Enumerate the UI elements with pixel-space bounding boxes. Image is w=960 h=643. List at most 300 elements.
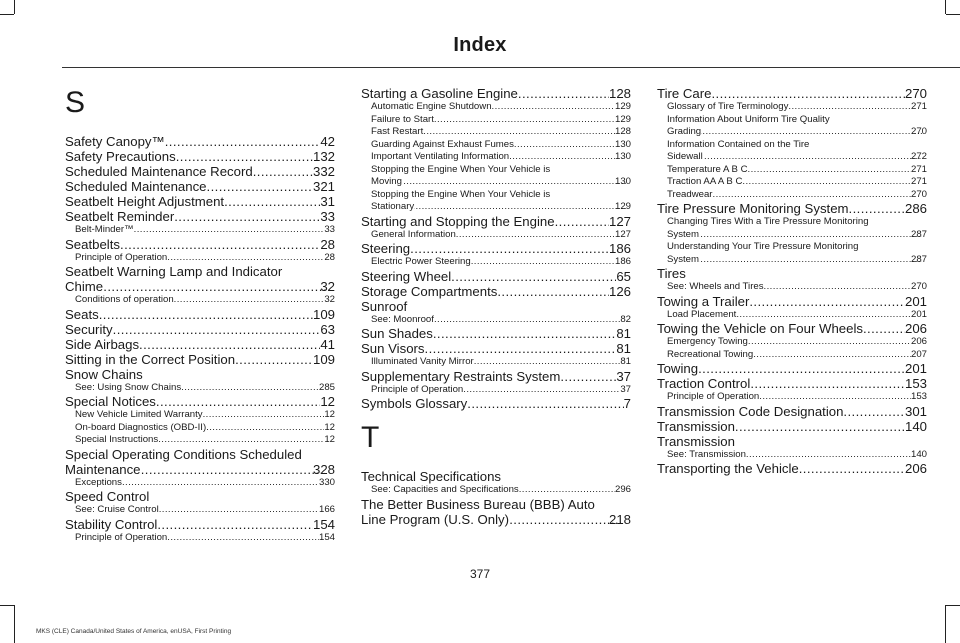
entry-text: Towing xyxy=(657,361,699,376)
dot-leader xyxy=(402,176,626,189)
index-column-2 xyxy=(361,86,631,527)
dot-leader xyxy=(560,369,616,384)
page-ref: 270 xyxy=(910,188,927,200)
dot-leader xyxy=(699,254,922,267)
index-line xyxy=(75,252,335,265)
entry-text: Glossary of Tire Terminology xyxy=(667,101,789,112)
entry-text: System xyxy=(667,253,699,265)
page-ref: 270 xyxy=(904,86,927,101)
entry-text: Guarding Against Exhaust Fumes xyxy=(371,138,514,150)
title-rule xyxy=(62,67,960,68)
index-line xyxy=(371,314,631,327)
page-ref: 63 xyxy=(320,321,335,337)
entry-text: Stationary xyxy=(371,201,415,212)
dot-leader xyxy=(451,269,616,284)
index-subentry xyxy=(657,449,927,462)
page-ref: 32 xyxy=(320,279,335,294)
index-heading: Transmission xyxy=(657,433,735,449)
index-column-1 xyxy=(65,86,335,544)
dot-leader xyxy=(433,326,616,341)
index-entry xyxy=(65,237,335,252)
entry-text: Treadwear xyxy=(667,188,713,200)
entry-text: Failure to Start xyxy=(371,113,434,125)
dot-leader xyxy=(174,209,320,224)
page-ref: 127 xyxy=(608,213,631,229)
entry-text: Chime xyxy=(65,279,104,294)
dot-leader xyxy=(703,151,922,164)
dot-leader xyxy=(165,134,321,149)
entry-text: Exceptions xyxy=(75,476,122,488)
dot-leader xyxy=(176,149,313,164)
index-line xyxy=(361,341,631,356)
entry-text: Starting and Stopping the Engine xyxy=(361,213,555,229)
crop-mark-bottom-right xyxy=(945,605,946,643)
index-line xyxy=(75,409,335,422)
dot-leader xyxy=(509,151,615,164)
index-entry xyxy=(65,264,335,294)
page-ref: 206 xyxy=(904,461,927,476)
index-entry xyxy=(65,134,335,149)
index-entry xyxy=(65,179,335,194)
print-footer: MKS (CLE) Canada/United States of America, enUSA, First Printing xyxy=(36,628,232,635)
dot-leader xyxy=(423,126,615,139)
crop-mark-top-left xyxy=(14,0,15,14)
index-subentry xyxy=(65,382,335,395)
entry-text: Safety Precautions xyxy=(65,149,176,164)
index-subentry xyxy=(657,164,927,177)
dot-leader xyxy=(181,382,319,395)
entry-text: Supplementary Restraints System xyxy=(361,368,561,384)
index-entry xyxy=(65,352,335,367)
dot-leader xyxy=(103,279,332,294)
index-line xyxy=(75,294,335,307)
dot-leader xyxy=(113,322,321,337)
index-line xyxy=(65,279,335,294)
page-ref: 271 xyxy=(910,176,927,187)
dot-leader xyxy=(235,352,313,367)
index-line xyxy=(667,449,927,462)
index-entry xyxy=(65,322,335,337)
entry-text: Special Notices xyxy=(65,394,156,409)
dot-leader xyxy=(749,294,905,309)
crop-mark-top-left-h xyxy=(0,14,14,15)
entry-text: Sun Shades xyxy=(361,326,433,341)
index-subentry xyxy=(657,139,927,164)
page-ref: 201 xyxy=(910,308,927,320)
index-line xyxy=(361,241,631,256)
page-ref: 271 xyxy=(910,101,927,112)
dot-leader xyxy=(99,307,313,322)
entry-text: General Information xyxy=(371,228,456,240)
page-ref: 128 xyxy=(614,126,631,137)
index-entry xyxy=(657,419,927,434)
page-ref: 130 xyxy=(614,151,631,162)
index-subentry xyxy=(361,229,631,242)
dot-leader xyxy=(863,321,905,336)
crop-mark-bottom-left xyxy=(14,605,15,643)
entry-text: On-board Diagnostics (OBD-II) xyxy=(75,421,207,433)
dot-leader xyxy=(497,284,609,299)
entry-text-line1: The Better Business Bureau (BBB) Auto xyxy=(361,496,595,512)
dot-leader xyxy=(699,229,922,242)
page-ref: 128 xyxy=(608,86,631,101)
index-line xyxy=(667,253,927,267)
index-entry xyxy=(65,394,335,409)
index-column-3 xyxy=(657,86,927,476)
page-ref: 81 xyxy=(616,341,631,356)
index-subentry xyxy=(657,189,927,202)
entry-text: Maintenance xyxy=(65,461,141,477)
page-ref: 7 xyxy=(623,396,631,411)
entry-text: Storage Compartments xyxy=(361,283,498,299)
page-ref: 65 xyxy=(616,268,631,284)
dot-leader xyxy=(141,462,325,477)
entry-text: Safety Canopy™ xyxy=(65,134,165,149)
section-letter: S xyxy=(65,86,86,119)
index-entry xyxy=(361,326,631,341)
page-ref: 129 xyxy=(614,201,631,212)
index-subentry xyxy=(65,422,335,435)
dot-leader xyxy=(434,114,615,127)
index-subentry xyxy=(65,504,335,517)
index-line xyxy=(667,309,927,322)
page-ref: 82 xyxy=(620,313,631,325)
entry-text-line1: Special Operating Conditions Scheduled xyxy=(65,446,302,462)
index-entry xyxy=(657,321,927,336)
index-line xyxy=(667,151,927,164)
dot-leader xyxy=(788,101,911,114)
entry-text: Towing a Trailer xyxy=(657,293,750,309)
index-entry xyxy=(657,361,927,376)
index-line xyxy=(371,114,631,127)
index-line xyxy=(65,307,335,322)
entry-text: Seatbelt Reminder xyxy=(65,209,175,224)
index-line xyxy=(65,164,335,179)
index-line xyxy=(371,139,631,152)
page-ref: 130 xyxy=(614,138,631,150)
index-subentry xyxy=(361,126,631,139)
index-subentry xyxy=(361,256,631,269)
dot-leader xyxy=(206,422,324,435)
index-entry xyxy=(361,241,631,256)
page-ref: 201 xyxy=(904,293,927,309)
page-ref: 42 xyxy=(320,134,335,149)
index-line xyxy=(371,101,631,114)
index-subentry xyxy=(361,101,631,114)
entry-text: Automatic Engine Shutdown xyxy=(371,101,492,112)
index-line xyxy=(667,101,927,114)
page-ref: 130 xyxy=(614,176,631,187)
entry-text: Scheduled Maintenance xyxy=(65,179,207,194)
entry-text: See: Using Snow Chains xyxy=(75,381,182,393)
entry-text: Principle of Operation xyxy=(75,251,168,263)
dot-leader xyxy=(764,281,911,294)
section-letter: T xyxy=(361,421,380,454)
page-ref: 272 xyxy=(910,151,927,162)
page-ref: 81 xyxy=(616,326,631,341)
page-ref: 328 xyxy=(312,461,335,477)
page-ref: 126 xyxy=(608,283,631,299)
index-line xyxy=(75,532,335,545)
dot-leader xyxy=(456,229,615,242)
page-ref: 33 xyxy=(320,209,335,224)
index-entry xyxy=(65,337,335,352)
page-ref: 129 xyxy=(614,113,631,125)
index-subentry xyxy=(657,391,927,404)
index-subentry xyxy=(65,252,335,265)
page-ref: 28 xyxy=(324,251,335,263)
index-line xyxy=(657,376,927,391)
page-ref: 12 xyxy=(324,434,335,445)
index-entry xyxy=(361,396,631,411)
entry-text: Tire Care xyxy=(657,86,712,101)
dot-leader xyxy=(158,434,324,447)
index-line xyxy=(657,86,927,101)
page-ref: 12 xyxy=(320,394,335,409)
index-subentry xyxy=(657,176,927,189)
entry-text: Sitting in the Correct Position xyxy=(65,351,236,367)
entry-text: Emergency Towing xyxy=(667,336,748,347)
index-line xyxy=(667,228,927,242)
index-line xyxy=(65,461,335,477)
index-subentry xyxy=(657,216,927,241)
index-entry xyxy=(65,194,335,209)
index-subentry xyxy=(65,532,335,545)
entry-text: Tire Pressure Monitoring System xyxy=(657,201,849,216)
entry-text: Seatbelts xyxy=(65,236,120,252)
page-ref: 166 xyxy=(318,504,335,515)
entry-text: Belt-Minder™ xyxy=(75,224,134,235)
entry-text-line1: Seatbelt Warning Lamp and Indicator xyxy=(65,264,283,279)
index-line xyxy=(361,214,631,229)
index-line xyxy=(371,151,631,164)
index-entry xyxy=(361,369,631,384)
entry-text: Grading xyxy=(667,126,702,137)
dot-leader xyxy=(414,201,626,214)
page-ref: 140 xyxy=(910,448,927,460)
index-entry xyxy=(657,461,927,476)
index-line xyxy=(65,517,335,532)
dot-leader xyxy=(167,252,324,265)
dot-leader xyxy=(735,419,905,434)
entry-text: Traction Control xyxy=(657,376,751,391)
page-ref: 287 xyxy=(910,228,927,240)
index-line xyxy=(371,201,631,214)
index-heading: Technical Specifications xyxy=(361,469,502,484)
index-entry xyxy=(65,149,335,164)
subentry-text-line1: Stopping the Engine When Your Vehicle is xyxy=(371,188,551,200)
dot-leader xyxy=(174,294,325,307)
page-ref: 153 xyxy=(910,391,927,402)
dot-leader xyxy=(471,256,615,269)
index-line xyxy=(657,461,927,476)
index-subentry xyxy=(65,224,335,237)
dot-leader xyxy=(748,336,911,349)
entry-text: Electric Power Steering xyxy=(371,256,471,267)
page-ref: 332 xyxy=(312,164,335,179)
dot-leader xyxy=(467,396,623,411)
index-line xyxy=(65,149,335,164)
entry-text: Conditions of operation xyxy=(75,294,174,305)
index-line xyxy=(75,224,335,237)
index-subentry xyxy=(657,281,927,294)
entry-text: Fast Restart xyxy=(371,126,424,137)
index-line xyxy=(371,229,631,242)
index-entry xyxy=(657,404,927,419)
entry-text: Seats xyxy=(65,306,99,322)
page-ref: 33 xyxy=(324,224,335,235)
index-line xyxy=(65,179,335,194)
index-line xyxy=(65,352,335,367)
index-subentry xyxy=(361,151,631,164)
index-entry xyxy=(657,376,927,391)
entry-text: Symbols Glossary xyxy=(361,396,468,411)
index-subentry xyxy=(657,241,927,266)
index-line xyxy=(371,356,631,369)
page-ref: 127 xyxy=(614,228,631,240)
page-ref: 32 xyxy=(324,294,335,305)
page-ref: 140 xyxy=(904,418,927,434)
page-ref: 207 xyxy=(910,348,927,360)
entry-text: Principle of Operation xyxy=(667,391,760,402)
index-line xyxy=(371,384,631,397)
index-line xyxy=(75,382,335,395)
dot-leader xyxy=(159,504,319,517)
index-entry xyxy=(657,294,927,309)
dot-leader xyxy=(224,194,320,209)
dot-leader xyxy=(759,391,911,404)
subentry-text-line1: Changing Tires With a Tire Pressure Monitoring xyxy=(667,216,869,227)
index-line xyxy=(65,209,335,224)
index-line xyxy=(667,336,927,349)
crop-mark-top-right xyxy=(945,0,946,14)
subentry-text-line1: Information Contained on the Tire xyxy=(667,138,810,150)
index-line xyxy=(361,396,631,411)
index-subentry xyxy=(657,309,927,322)
dot-leader xyxy=(134,224,325,237)
page-ref: 154 xyxy=(312,516,335,532)
index-line xyxy=(65,337,335,352)
index-entry xyxy=(361,497,631,527)
entry-text: Scheduled Maintenance Record xyxy=(65,164,253,179)
entry-text: Transporting the Vehicle xyxy=(657,461,799,476)
index-line xyxy=(75,434,335,447)
dot-leader xyxy=(750,376,905,391)
dot-leader xyxy=(843,404,905,419)
page-ref: 81 xyxy=(620,356,631,367)
crop-mark-bottom-right-h xyxy=(946,605,960,606)
index-entry xyxy=(361,86,631,101)
page-number: 377 xyxy=(469,567,491,581)
index-line xyxy=(75,504,335,517)
index-line xyxy=(371,256,631,269)
entry-text: See: Moonroof xyxy=(371,313,434,325)
subentry-text-line1: Understanding Your Tire Pressure Monitoring xyxy=(667,241,859,252)
dot-leader xyxy=(434,314,620,327)
index-heading: Snow Chains xyxy=(65,366,143,382)
entry-text: Security xyxy=(65,321,113,337)
dot-leader xyxy=(410,241,609,256)
index-subentry xyxy=(361,164,631,189)
index-line xyxy=(371,176,631,189)
entry-text: New Vehicle Limited Warranty xyxy=(75,409,203,420)
page-title: Index xyxy=(453,34,507,56)
index-entry xyxy=(65,447,335,477)
page-ref: 286 xyxy=(904,201,927,216)
index-subentry xyxy=(65,294,335,307)
page-ref: 186 xyxy=(614,256,631,267)
page-ref: 153 xyxy=(904,376,927,391)
index-entry xyxy=(65,307,335,322)
page-ref: 330 xyxy=(318,476,335,488)
dot-leader xyxy=(492,101,615,114)
entry-text: Special Instructions xyxy=(75,434,159,445)
page-ref: 321 xyxy=(312,179,335,194)
index-subentry xyxy=(65,409,335,422)
index-subentry xyxy=(657,336,927,349)
index-subentry xyxy=(361,114,631,127)
dot-leader xyxy=(207,179,313,194)
page-ref: 31 xyxy=(320,194,335,209)
dot-leader xyxy=(514,139,615,152)
dot-leader xyxy=(555,214,609,229)
entry-text: Sun Visors xyxy=(361,341,425,356)
page-ref: 201 xyxy=(904,361,927,376)
page-ref: 287 xyxy=(910,253,927,265)
index-line xyxy=(667,189,927,202)
page-ref: 270 xyxy=(910,281,927,292)
entry-text: Stability Control xyxy=(65,516,158,532)
index-line xyxy=(657,321,927,336)
index-line xyxy=(65,194,335,209)
index-entry xyxy=(657,201,927,216)
crop-mark-bottom-left-h xyxy=(0,605,14,606)
entry-text: Line Program (U.S. Only) xyxy=(361,511,510,527)
dot-leader xyxy=(120,237,320,252)
dot-leader xyxy=(753,349,911,362)
index-line xyxy=(657,361,927,376)
page-ref: 206 xyxy=(904,321,927,336)
index-subentry xyxy=(657,101,927,114)
entry-text: See: Capacities and Specifications xyxy=(371,484,519,495)
index-subentry xyxy=(65,477,335,490)
entry-text: Traction AA A B C xyxy=(667,176,743,187)
index-line xyxy=(65,322,335,337)
dot-leader xyxy=(849,201,905,216)
index-line xyxy=(361,86,631,101)
page-ref: 132 xyxy=(312,149,335,164)
page-ref: 12 xyxy=(324,421,335,433)
index-line xyxy=(361,269,631,284)
index-subentry xyxy=(657,114,927,139)
page-ref: 109 xyxy=(312,306,335,322)
dot-leader xyxy=(425,341,617,356)
index-heading: Sunroof xyxy=(361,298,408,314)
index-entry xyxy=(361,284,631,299)
entry-text: Moving xyxy=(371,176,402,187)
entry-text: Principle of Operation xyxy=(75,531,168,543)
entry-text: See: Transmission xyxy=(667,448,746,460)
entry-text: Steering xyxy=(361,241,411,256)
page-ref: 186 xyxy=(608,241,631,256)
entry-text: Side Airbags xyxy=(65,336,140,352)
index-line xyxy=(667,164,927,177)
index-line xyxy=(667,281,927,294)
dot-leader xyxy=(203,409,325,422)
index-line xyxy=(361,511,631,527)
page-ref: 41 xyxy=(320,336,335,352)
subentry-text-line1: Information About Uniform Tire Quality xyxy=(667,113,830,125)
